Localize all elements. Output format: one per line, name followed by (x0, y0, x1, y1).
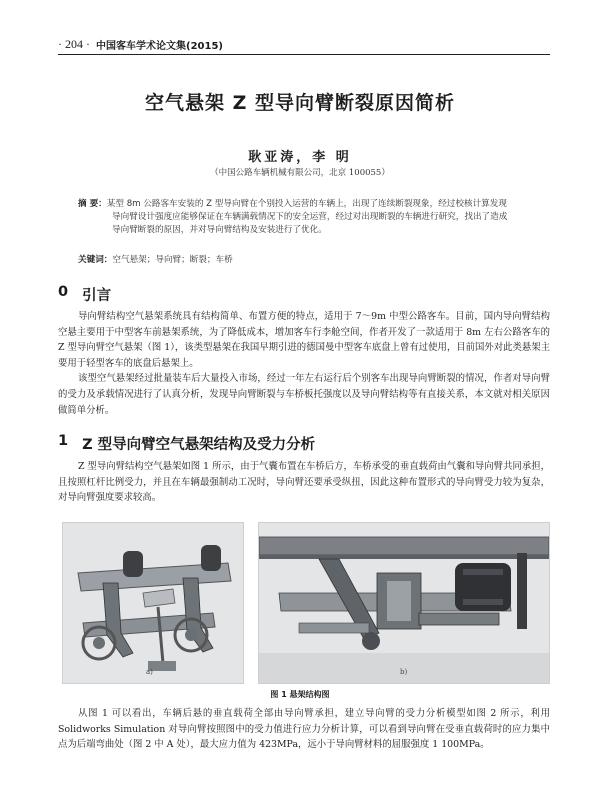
figure-1b-image (258, 522, 550, 684)
page-number: · 204 · (58, 36, 90, 51)
section-number: 0 (58, 284, 69, 300)
affiliation: （中国公路车辆机械有限公司，北京 100055） (210, 168, 390, 178)
section-title: 引言 (82, 288, 112, 304)
abstract-label: 摘 要： (78, 199, 107, 209)
figure-1a-image (62, 522, 244, 684)
abstract-line: 某型 8m 公路客车安装的 Z 型导向臂在个别投入运营的车辆上，出现了连续断裂现象，经过校核计算发现 (106, 199, 507, 209)
figure-sublabel-a: a) (146, 668, 153, 676)
header-rule (58, 54, 550, 55)
section-0-body (58, 309, 550, 418)
paragraph: Z 型导向臂结构空气悬架如图 1 所示，由于气囊布置在车桥后方，车桥承受的垂直载荷由气囊和导向臂共同承担，且按照杠杆比例受力，并且在车辆最强制动工况时，导向臂还要承受纵扭，因此这种布置形式的导向臂受力较为复杂，对导向臂强度要求较高。 (58, 461, 550, 504)
section-number: 1 (58, 433, 69, 449)
running-header (58, 34, 558, 54)
closing-body (58, 706, 550, 753)
keywords (78, 253, 548, 265)
abstract-line: 导向臂设计强度应能够保证在车辆满载情况下的安全运营，经过对出现断裂的车辆进行研究，找出了造成 (112, 212, 508, 222)
paragraph: 从图 1 可以看出，车辆后悬的垂直载荷全部由导向臂承担，建立导向臂的受力分析模型如图 2 所示，利用 Solidworks Simulation 对导向臂按照图中的受力值进行应力分析计算，可以看到导向臂在受垂直载荷时的应力集中点为后端弯曲处（图 2 中 A 处），最大应力值为 423MPa，远小于导向臂材料的屈服强度 1 100MPa。 (58, 708, 550, 751)
figure-caption: 图 1 悬架结构图 (270, 690, 330, 699)
section-1-body (58, 459, 550, 506)
abstract-line: 导向臂断裂的原因，并对导向臂结构及安装进行了优化。 (112, 225, 327, 235)
figure-sublabel-b: b) (400, 668, 408, 676)
paragraph: 该型空气悬架经过批量装车后大量投入市场，经过一年左右运行后个别客车出现导向臂断裂的情况，作者对导向臂的受力及承载情况进行了认真分析，发现导向臂断裂与车桥板托强度以及导向臂结构等有直接关系，本文就对相关原因做简单分析。 (58, 373, 550, 416)
keywords-label: 关键词： (78, 255, 113, 265)
section-0-heading (58, 284, 111, 305)
paragraph: 导向臂结构空气悬架系统具有结构简单、布置方便的特点，适用于 7～9m 中型公路客车。目前，国内导向臂结构空悬主要用于中型客车前悬架系统，为了降低成本，增加客车行李舱空间，作者开发了一款适用于 8m 左右公路客车的 Z 型导向臂空气悬架（图 1），该类型悬架在我国早期引进的德国曼中型客车底盘上曾有过使用，目前国外对此类悬架主要用于轻型客车的底盘后悬架上。 (58, 311, 550, 369)
journal-title: 中国客车学术论文集(2015) (96, 40, 223, 52)
section-1-heading (58, 433, 315, 454)
keywords-text: 空气悬架；导向臂；断裂；车桥 (112, 255, 233, 265)
abstract (78, 198, 548, 237)
authors: 耿亚涛，李 明 (248, 150, 352, 165)
paper-title: 空气悬架 Z 型导向臂断裂原因简析 (144, 92, 455, 114)
section-title: Z 型导向臂空气悬架结构及受力分析 (82, 437, 316, 453)
